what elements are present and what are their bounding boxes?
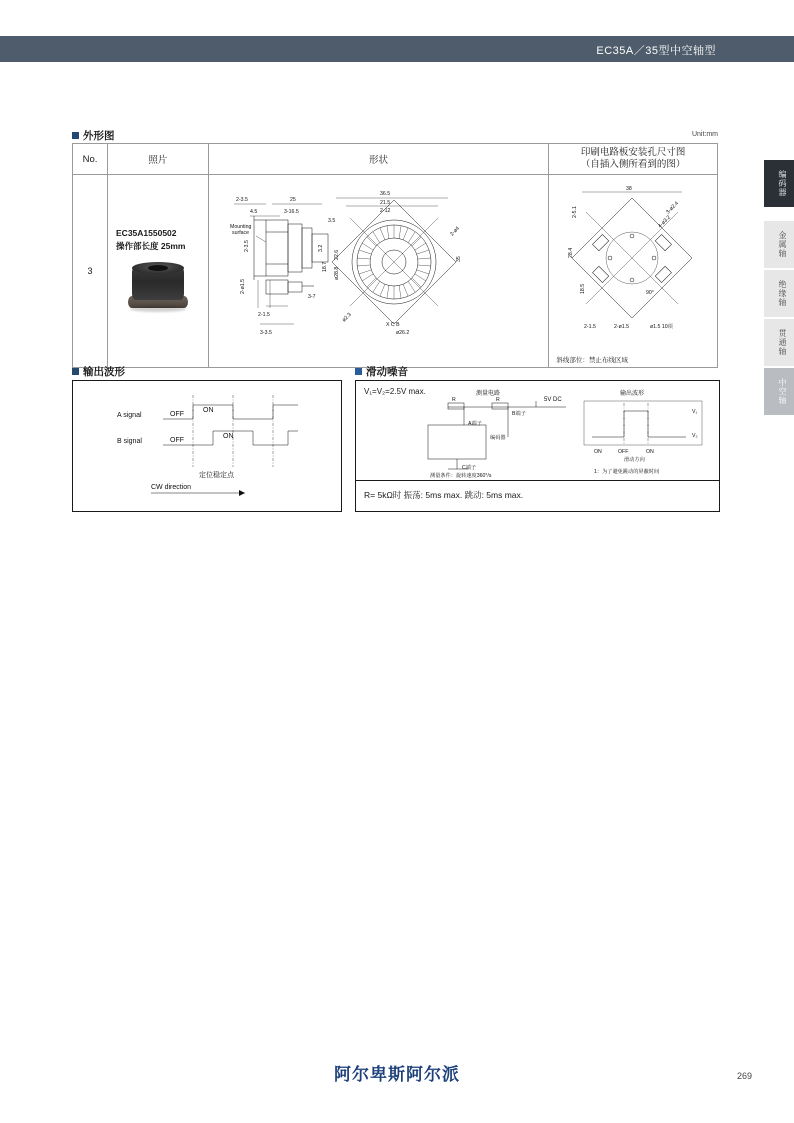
side-tab-hollow-shaft[interactable]: 中空轴 [764,368,794,415]
noise-title-text: 滑动噪音 [366,366,408,378]
b-signal-label: B signal [117,438,142,445]
svg-text:2-1.5: 2-1.5 [257,312,270,318]
waveform-svg [73,381,339,509]
bullet-square-icon [72,132,79,139]
outline-section-title [72,128,115,143]
svg-text:B端子: B端子 [512,411,526,417]
svg-text:28.4: 28.4 [568,247,575,258]
svg-text:18.5: 18.5 [580,283,587,294]
noise-diagram-svg [356,381,717,479]
header-title: EC35A／35型中空轴型 [596,45,716,57]
outline-table [72,143,718,368]
cell-shape-drawing [208,175,549,368]
circuit-title: 测量电路 [476,391,501,397]
svg-text:21.5: 21.5 [379,200,390,206]
encoder-shadow [130,306,186,312]
side-tab-metal-shaft[interactable]: 金属轴 [764,221,794,268]
svg-text:CW direction: CW direction [151,484,192,491]
svg-text:编码器: 编码器 [490,435,506,441]
table-row [73,175,718,368]
svg-text:3-ø2.4: 3-ø2.4 [665,200,681,216]
outline-title-text: 外形图 [83,130,115,142]
svg-text:滑动方向: 滑动方向 [624,457,645,463]
svg-text:R: R [496,397,500,403]
header-pcb-line2: （自插入侧所看到的图） [580,159,686,170]
svg-text:ø28.8: ø28.8 [333,266,340,280]
noise-footer-text: R= 5kΩ时 振荡: 5ms max. 跳动: 5ms max. [364,490,524,500]
noise-footer-area [356,481,719,510]
pcb-drawing-canvas [550,176,716,366]
svg-text:18.7: 18.7 [321,261,328,272]
svg-text:22.6: 22.6 [333,249,340,260]
svg-text:2-12: 2-12 [379,208,391,214]
noise-wave-title: 输出波形 [620,391,645,397]
svg-text:4.5: 4.5 [249,209,257,215]
shape-drawing-svg [210,176,546,352]
part-number-label: EC35A1550502 [116,228,177,238]
svg-text:38: 38 [626,186,633,192]
page-number: 269 [736,1071,752,1081]
shape-drawing-canvas [210,176,548,366]
part-description-label: 操作部长度 25mm [116,241,186,251]
svg-text:V₂: V₂ [692,433,698,439]
svg-text:36.5: 36.5 [379,191,390,197]
header-photo: 照片 [108,144,209,175]
svg-text:测量条件：旋转速度360°/s: 测量条件：旋转速度360°/s [430,473,492,479]
noise-panel [355,380,720,512]
svg-text:ø26.2: ø26.2 [395,330,409,336]
svg-text:surface: surface [231,230,249,236]
company-logo: 阿尔卑斯阿尔派 [334,1065,460,1084]
svg-text:ON: ON [203,407,214,414]
svg-text:定位稳定点: 定位稳定点 [199,472,234,479]
noise-diagram-area [356,381,719,481]
table-header-row [73,144,718,175]
noise-voltage-label: V₁=V₂=2.5V max. [364,387,426,396]
svg-text:R: R [452,397,456,403]
svg-text:ø1.5 10项: ø1.5 10项 [650,324,674,330]
svg-text:2-5.1: 2-5.1 [572,206,579,218]
svg-text:Mounting: Mounting [229,224,252,230]
svg-text:3-7: 3-7 [307,294,316,300]
cell-pcb-drawing [549,175,718,368]
svg-text:ON: ON [646,449,654,455]
bullet-square-icon [355,368,362,375]
svg-text:OFF: OFF [170,437,184,444]
svg-text:ø2.3: ø2.3 [340,311,353,324]
svg-text:X C B: X C B [385,322,400,328]
svg-text:3.2: 3.2 [317,244,324,252]
svg-text:2-ø4: 2-ø4 [448,225,461,238]
waveform-title-text: 输出波形 [83,366,125,378]
unit-label: Unit:mm [691,131,718,138]
svg-text:25: 25 [289,197,296,203]
svg-text:2-ø1.5: 2-ø1.5 [614,324,630,330]
header-pcb [549,144,718,175]
bullet-square-icon [72,368,79,375]
noise-section-title [355,364,408,379]
pcb-note: 斜线部位：禁止布线区域 [556,357,628,364]
page-header [0,36,794,62]
svg-text:90°: 90° [646,290,655,296]
a-signal-label: A signal [117,412,142,419]
svg-text:1：为了避免跳动的屏蔽时间: 1：为了避免跳动的屏蔽时间 [594,469,660,475]
svg-text:ON: ON [594,449,602,455]
pcb-drawing-svg [550,176,714,352]
svg-text:35: 35 [455,256,462,262]
svg-text:3-16.5: 3-16.5 [283,209,299,215]
svg-text:3.5: 3.5 [327,218,335,224]
side-tab-encoder[interactable]: 编码器 [764,160,794,207]
svg-text:OFF: OFF [170,411,184,418]
svg-text:2-ø1.5: 2-ø1.5 [239,279,246,294]
cell-row-number: 3 [73,175,108,368]
svg-text:2-3.5: 2-3.5 [235,197,248,203]
waveform-section-title [72,364,125,379]
cell-photo [108,175,209,368]
svg-text:4-ø3.2: 4-ø3.2 [657,214,673,230]
svg-text:C端子: C端子 [462,465,477,471]
side-tab-strip [764,160,794,417]
svg-text:5V DC: 5V DC [544,397,562,403]
side-tab-insulated-shaft[interactable]: 绝缘轴 [764,270,794,317]
side-tab-through-shaft[interactable]: 贯通轴 [764,319,794,366]
svg-text:ON: ON [223,433,234,440]
header-shape: 形状 [208,144,549,175]
svg-text:2-1.5: 2-1.5 [584,324,597,330]
encoder-hollow-hole [148,265,168,271]
waveform-panel [72,380,342,512]
header-pcb-line1: 印刷电路板安装孔尺寸图 [580,147,686,158]
svg-text:OFF: OFF [618,449,629,455]
svg-text:A端子: A端子 [468,421,482,427]
header-no: No. [73,144,108,175]
svg-text:2-3.5: 2-3.5 [243,240,250,252]
svg-text:3-3.5: 3-3.5 [259,330,272,336]
rotary-encoder-photo [126,260,190,314]
svg-text:V₁: V₁ [692,409,698,415]
